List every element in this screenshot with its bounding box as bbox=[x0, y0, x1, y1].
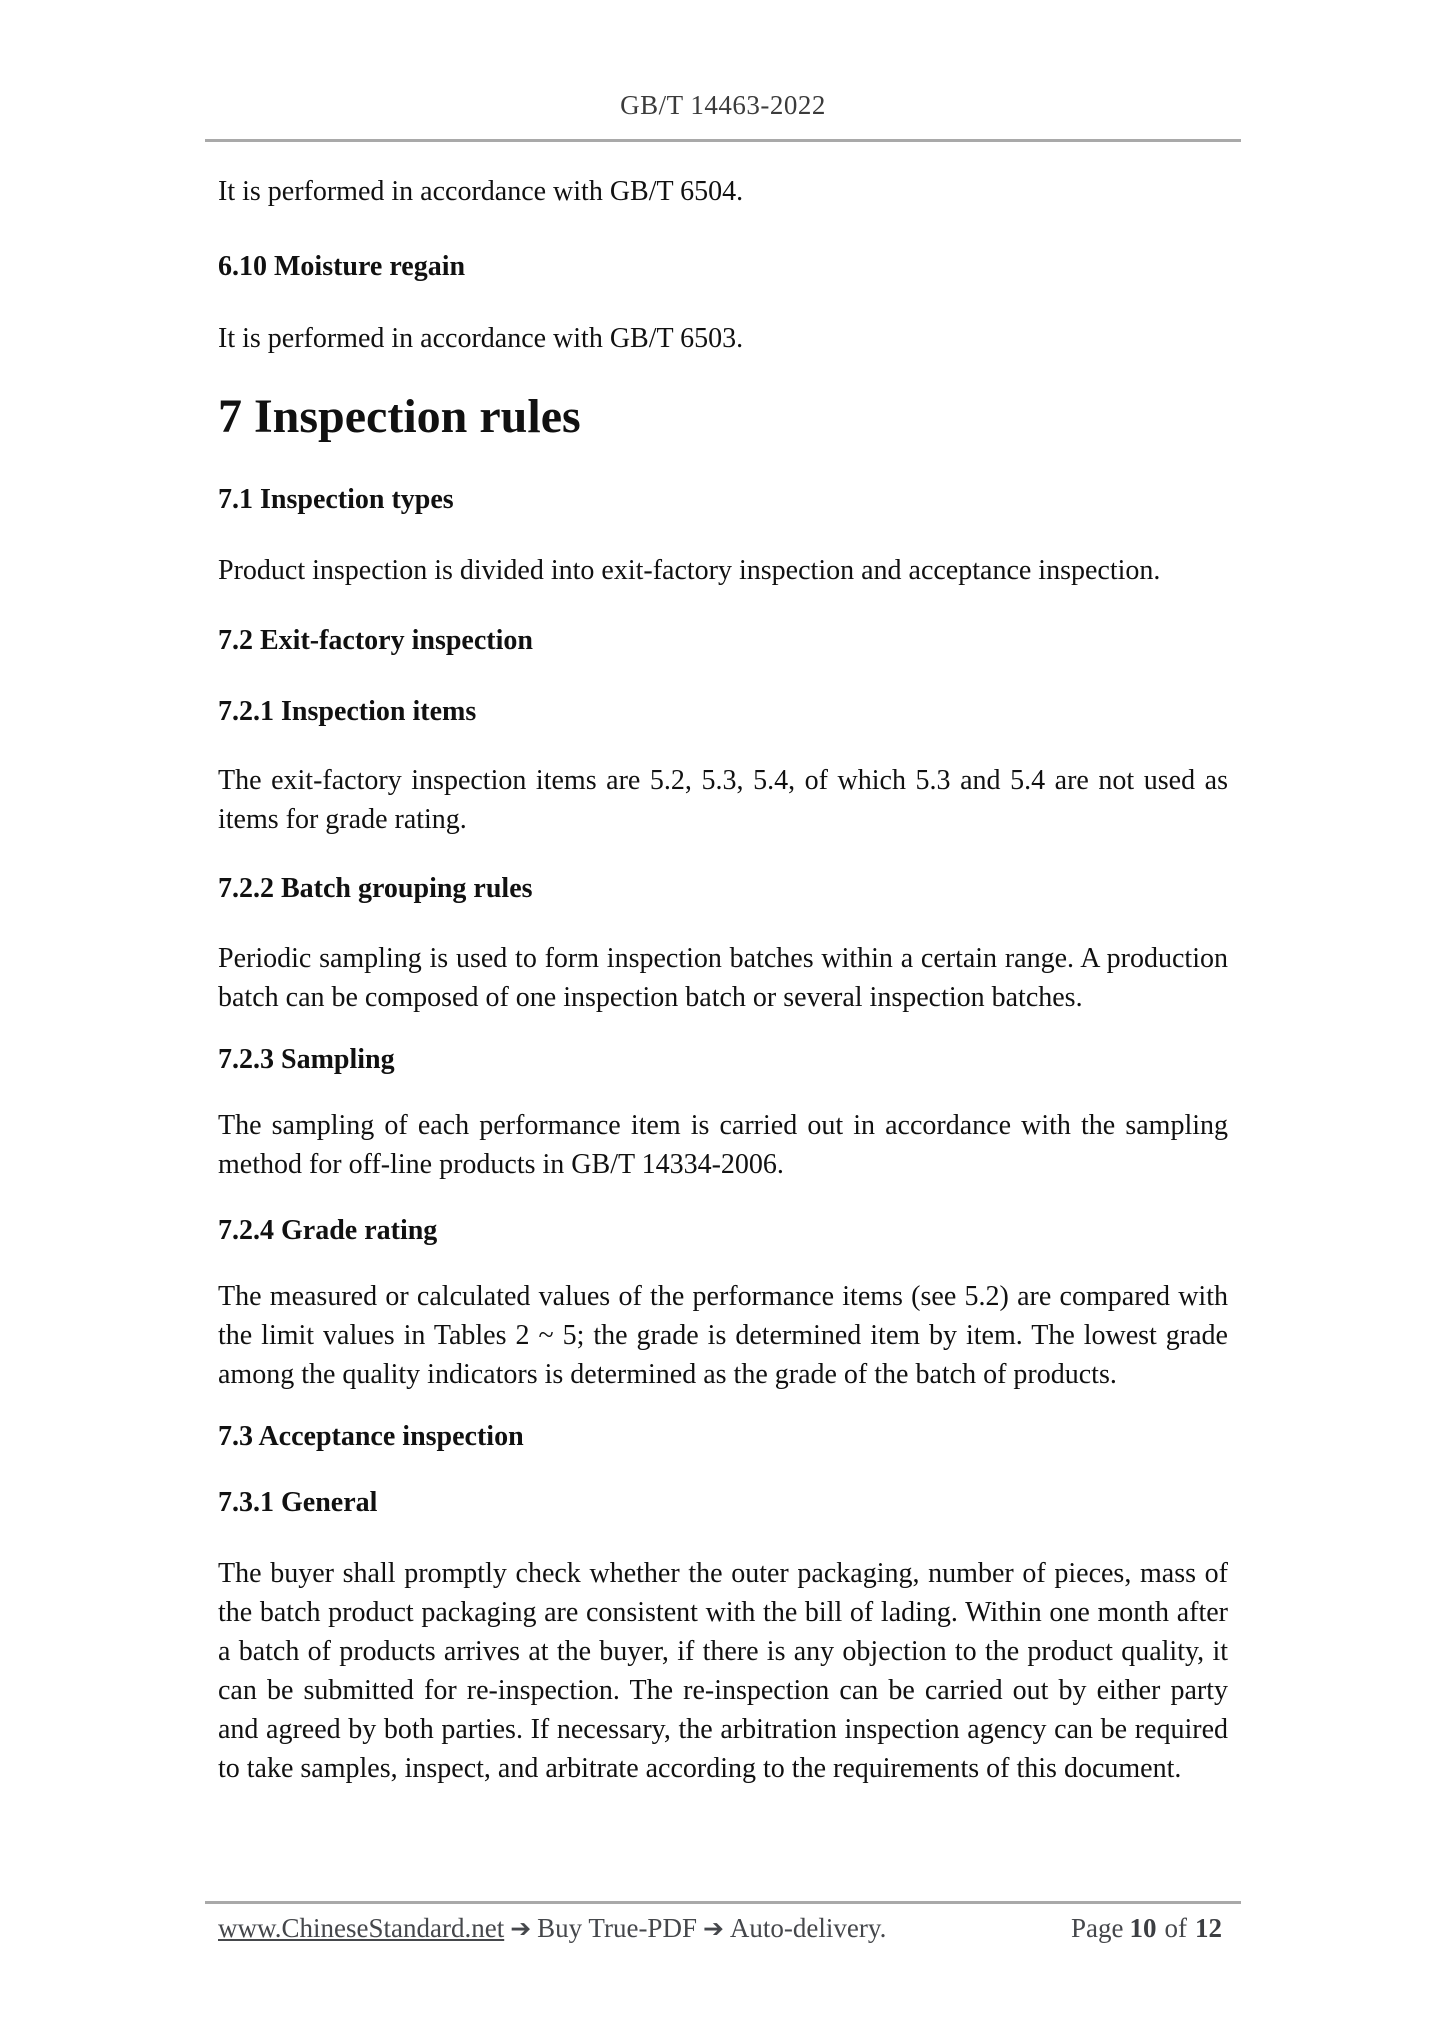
section-heading-7-2-3: 7.2.3 Sampling bbox=[218, 1044, 395, 1075]
arrow-right-icon: ➔ bbox=[702, 1914, 724, 1943]
footer-promo bbox=[218, 1913, 886, 1944]
footer-website-link[interactable]: www.ChineseStandard.net bbox=[218, 1913, 505, 1943]
footer-buy-text: Buy True-PDF bbox=[537, 1913, 697, 1943]
paragraph: It is performed in accordance with GB/T 6503. bbox=[218, 323, 744, 354]
page-of-label: of bbox=[1164, 1913, 1187, 1943]
page-total: 12 bbox=[1195, 1913, 1222, 1943]
section-heading-7-2-4: 7.2.4 Grade rating bbox=[218, 1215, 438, 1246]
section-heading-6-10: 6.10 Moisture regain bbox=[218, 251, 466, 282]
page-current: 10 bbox=[1129, 1913, 1157, 1943]
page-label: Page bbox=[1071, 1913, 1124, 1943]
page-indicator bbox=[1071, 1913, 1228, 1944]
section-heading-7-2-1: 7.2.1 Inspection items bbox=[218, 696, 477, 727]
paragraph: Periodic sampling is used to form inspection batches within a certain range. A production batch can be composed of one inspection batch or several inspection batches. bbox=[218, 943, 1228, 1013]
arrow-right-icon: ➔ bbox=[510, 1914, 532, 1943]
section-heading-7-3-1: 7.3.1 General bbox=[218, 1487, 378, 1518]
footer-delivery-text: Auto-delivery. bbox=[729, 1913, 887, 1943]
chapter-title-7: 7 Inspection rules bbox=[218, 390, 581, 443]
footer-divider bbox=[205, 1901, 1241, 1904]
paragraph: It is performed in accordance with GB/T 6504. bbox=[218, 176, 744, 207]
page-footer bbox=[218, 1913, 1228, 1944]
document-body bbox=[218, 172, 1228, 1788]
section-heading-7-2-2: 7.2.2 Batch grouping rules bbox=[218, 873, 533, 904]
section-heading-7-2: 7.2 Exit-factory inspection bbox=[218, 625, 533, 656]
section-heading-7-3: 7.3 Acceptance inspection bbox=[218, 1421, 524, 1452]
paragraph: Product inspection is divided into exit-factory inspection and acceptance inspection. bbox=[218, 555, 1161, 586]
header-divider bbox=[205, 139, 1241, 142]
paragraph: The buyer shall promptly check whether the outer packaging, number of pieces, mass of the batch product packaging are consistent with the bill of lading. Within one month after a batch of products arrives at the buyer, if there is any objection to the product quality, it can be submitted for re-inspection. The re-inspection can be carried out by either party and agreed by both parties. If necessary, the arbitration inspection agency can be required to take samples, inspect, and arbitrate according to the requirements of this document. bbox=[218, 1558, 1228, 1784]
paragraph: The measured or calculated values of the performance items (see 5.2) are compared with the limit values in Tables 2 ~ 5; the grade is determined item by item. The lowest grade among the quality indicators is determined as the grade of the batch of products. bbox=[218, 1281, 1228, 1390]
header-doc-number: GB/T 14463-2022 bbox=[620, 90, 826, 120]
paragraph: The sampling of each performance item is carried out in accordance with the sampling method for off-line products in GB/T 14334-2006. bbox=[218, 1110, 1228, 1180]
section-heading-7-1: 7.1 Inspection types bbox=[218, 484, 454, 515]
paragraph: The exit-factory inspection items are 5.2, 5.3, 5.4, of which 5.3 and 5.4 are not used as items for grade rating. bbox=[218, 765, 1228, 835]
